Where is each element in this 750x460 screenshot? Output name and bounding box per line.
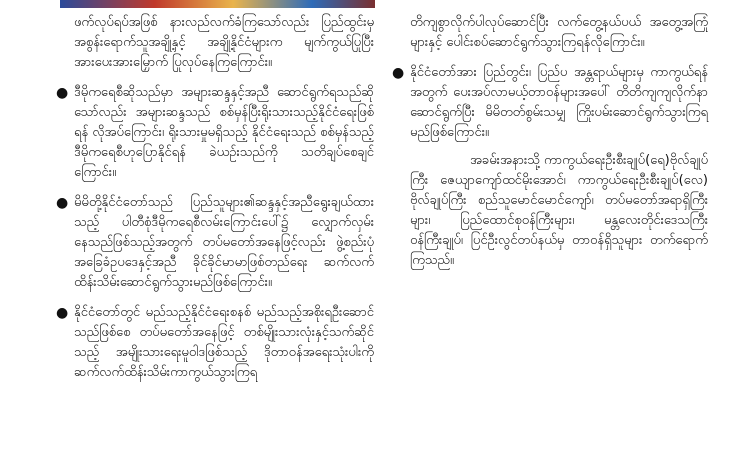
right-column <box>388 0 708 271</box>
bullet-text: နိုင်ငံတော်တွင် မည်သည့်နိုင်ငံရေးစနစ် မည်သည့်အစိုးရဦးဆောင်သည်ဖြစ်စေ တပ်မတော်အနေဖြင့် တစ်မျိုးသားလုံးနှင့်သက်ဆိုင်သည့် အမျိုးသားရေးမူဝါဒဖြစ်သည့် ဒိုတာဝန်အရေးသုံးပါးကို ဆက်လက်ထိန်းသိမ်းကာကွယ်သွားကြရ <box>74 305 374 380</box>
bullet-icon: ● <box>392 65 405 81</box>
bullet-icon: ● <box>56 85 69 101</box>
intro-continuation: ဖက်လုပ်ရပ်အဖြစ် နားလည်လက်ခံကြသော်လည်း ပြည်ထွင်းမှအစွန်းရောက်သူအချို့နှင့် အချို့နိုင်ငံများက မျက်ကွယ်ပြုပြီး အားပေးအားမြှောက် ပြုလုပ်နေကြကြောင်း။ <box>74 15 374 70</box>
bullet-item <box>388 63 708 143</box>
left-column <box>52 0 374 383</box>
closing-paragraph: အခမ်းအနားသို့ ကာကွယ်ရေးဦးစီးချုပ်(ရေ)ဗိုလ်ချုပ်ကြီး ဇေယျာကျော်ထင်မိုးအောင်၊ ကာကွယ်ရေးဦးစီးချုပ်(လေ) ဗိုလ်ချုပ်ကြီး စည်သူမောင်မောင်ကျော်၊ တပ်မတော်အရာရှိကြီးများ၊ ပြည်ထောင်စုဝန်ကြီးများ၊ မန္တလေးတိုင်းဒေသကြီးဝန်ကြီးချုပ်၊ ပြင်ဦးလွင်တပ်နယ်မှ တာဝန်ရှိသူများ တက်ရောက်ကြသည်။ <box>410 153 708 268</box>
bullet-text: နိုင်ငံတော်အား ပြည်တွင်း၊ ပြည်ပ အန္တရာယ်များမှ ကာကွယ်ရန်အတွက် ပေးအပ်လာမယ့်တာဝန်များအပေါ် တိတိကျကျလိုက်နာဆောင်ရွက်ပြီး မိမိတတ်စွမ်းသမျှ ကြိုးပမ်းဆောင်ရွက်သွားကြရမည်ဖြစ်ကြောင်း။ <box>410 65 708 140</box>
bullet-icon: ● <box>56 195 69 211</box>
bullet-item <box>52 193 374 293</box>
bullet-item <box>52 83 374 183</box>
bullet-item <box>52 303 374 383</box>
bullet-icon: ● <box>56 305 69 321</box>
bullet-text: မိမိတို့နိုင်ငံတော်သည် ပြည်သူများ၏ဆန္ဒနှင့်အညီရွေးချယ်ထားသည့် ပါတီစုံဒီမိုကရေစီလမ်းကြောင်းပေါ်၌ လျှောက်လှမ်းနေသည်ဖြစ်သည့်အတွက် တပ်မတော်အနေဖြင့်လည်း ဖွဲ့စည်းပုံအခြေခံဥပဒေနှင့်အညီ ခိုင်ခိုင်မာမာဖြစ်တည်ရေး ဆက်လက်ထိန်းသိမ်းဆောင်ရွက်သွားမည်ဖြစ်ကြောင်း။ <box>74 195 374 290</box>
bullet-text: ဒီမိုကရေစီဆိုသည်မှာ အများဆန္ဒနှင့်အညီ ဆောင်ရွက်ရသည်ဆိုသော်လည်း အများဆန္ဒသည် စစ်မှန်ပြီးရိုးသားသည့်နိုင်ငံရေးဖြစ်ရန် လိုအပ်ကြောင်း၊ ရိုးသားမှုမရှိသည့် နိုင်ငံရေးသည် စစ်မှန်သည့်ဒီမိုကရေစီဟုပြောနိုင်ရန် ခဲယဉ်းသည်ကို သတိချပ်စေချင်ကြောင်း။ <box>74 85 374 180</box>
right-continuation: တိကျစွာလိုက်ပါလုပ်ဆောင်ပြီး လက်တွေ့နယ်ပယ် အတွေ့အကြုံများနှင့် ပေါင်းစပ်ဆောင်ရွက်သွားကြရန်လိုကြောင်း။ <box>410 15 708 50</box>
